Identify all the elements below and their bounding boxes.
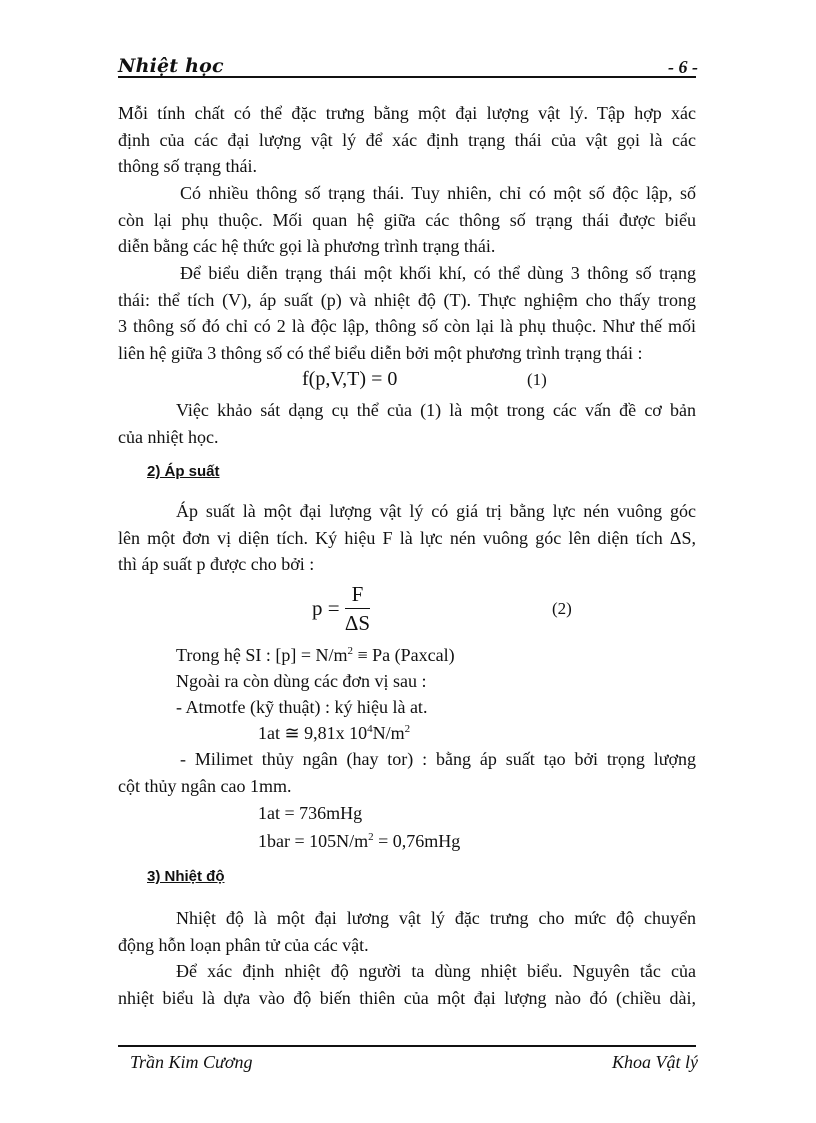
text-line: thái: thể tích (V), áp suất (p) và nhiệt độ (T). Thực nghiệm cho thấy trong bbox=[118, 289, 696, 310]
intro-paragraph-4 bbox=[118, 397, 696, 450]
intro-paragraph-2 bbox=[118, 180, 696, 260]
equation-2-lhs: p = bbox=[312, 596, 340, 620]
equation-2-number: (2) bbox=[552, 599, 572, 618]
fraction-numerator: F bbox=[345, 580, 370, 609]
intro-paragraph-3 bbox=[118, 260, 696, 366]
temperature-paragraph-2 bbox=[118, 958, 696, 1011]
text-line: 3 thông số đó chỉ có 2 là độc lập, thông số còn lại là phụ thuộc. Như thế mối bbox=[118, 316, 696, 336]
equation-1: f(p,V,T) = 0 bbox=[302, 368, 398, 390]
text-line: lên một đơn vị diện tích. Ký hiệu F là lực nén vuông góc lên diện tích ΔS, bbox=[118, 527, 696, 548]
text-line: liên hệ giữa 3 thông số có thể biểu diễn bởi một phương trình trạng thái : bbox=[118, 342, 643, 363]
si-unit-text: Trong hệ SI : [p] = N/m bbox=[176, 645, 348, 665]
bar-eq-exponent: 2 bbox=[368, 831, 374, 843]
atm-eq-unit: N/m bbox=[372, 723, 405, 743]
section-heading-temperature: 3) Nhiệt độ bbox=[147, 868, 225, 885]
section-heading-pressure: 2) Áp suất bbox=[147, 463, 220, 480]
si-unit-line bbox=[176, 642, 455, 668]
equation-bar bbox=[258, 828, 460, 854]
text-line: Mỗi tính chất có thể đặc trưng bằng một đại lượng vật lý. Tập hợp xác bbox=[118, 103, 696, 123]
text-line: diễn bằng các hệ thức gọi là phương trình trạng thái. bbox=[118, 236, 496, 256]
header-rule bbox=[118, 76, 696, 78]
text-line: - Milimet thủy ngân (hay tor) : bằng áp suất tạo bởi trọng lượng bbox=[180, 749, 696, 769]
atmotfe-line: - Atmotfe (kỹ thuật) : ký hiệu là at. bbox=[176, 697, 428, 717]
text-line: Việc khảo sát dạng cụ thể của (1) là một trong các vấn đề cơ bản bbox=[176, 400, 696, 420]
text-line: còn lại phụ thuộc. Mối quan hệ giữa các thông số trạng thái được biểu bbox=[118, 209, 696, 230]
text-line: thì áp suất p được cho bởi : bbox=[118, 554, 315, 574]
text-line: Nhiệt độ là một đại lương vật lý đặc trưng cho mức độ chuyển bbox=[176, 908, 696, 928]
footer-author: Trần Kim Cương bbox=[130, 1052, 253, 1072]
text-line: Có nhiều thông số trạng thái. Tuy nhiên, chỉ có một số độc lập, số bbox=[180, 183, 696, 203]
fraction-denominator: ΔS bbox=[344, 611, 371, 635]
other-units-line: Ngoài ra còn dùng các đơn vị sau : bbox=[176, 671, 427, 691]
pressure-paragraph bbox=[118, 498, 696, 578]
header-title: Nhiệt học bbox=[118, 55, 224, 77]
equation-1-number: (1) bbox=[527, 370, 547, 389]
millimeter-mercury-paragraph bbox=[118, 746, 696, 799]
text-line: của nhiệt học. bbox=[118, 426, 219, 447]
bar-eq-text: 1bar = 105N/m bbox=[258, 831, 369, 851]
atm-eq-exponent: 4 bbox=[367, 723, 373, 735]
atm-eq-text: 1at ≅ 9,81x 10 bbox=[258, 723, 368, 743]
page-number: - 6 - bbox=[668, 57, 698, 77]
atmotfe-equation bbox=[258, 720, 410, 746]
text-line: Để xác định nhiệt độ người ta dùng nhiệt biểu. Nguyên tắc của bbox=[176, 961, 696, 981]
footer-department: Khoa Vật lý bbox=[612, 1052, 698, 1072]
atm-eq-exponent-2: 2 bbox=[404, 723, 411, 735]
text-line: cột thủy ngân cao 1mm. bbox=[118, 775, 292, 796]
text-line: Áp suất là một đại lượng vật lý có giá trị bằng lực nén vuông góc bbox=[176, 501, 696, 521]
text-line: Để biểu diễn trạng thái một khối khí, có thể dùng 3 thông số trạng bbox=[180, 263, 696, 283]
text-line: định của các đại lượng vật lý để xác định trạng thái của vật gọi là các bbox=[118, 129, 696, 150]
equation-2 bbox=[312, 580, 370, 637]
si-unit-equivalence: ≡ Pa (Paxcal) bbox=[353, 645, 455, 665]
intro-paragraph-1 bbox=[118, 100, 696, 180]
equation-2-fraction bbox=[345, 580, 370, 637]
equation-at-mhg: 1at = 736mHg bbox=[258, 803, 363, 823]
si-unit-exponent: 2 bbox=[347, 645, 353, 657]
text-line: nhiệt biểu là dựa vào độ biến thiên của một đại lượng nào đó (chiều dài, bbox=[118, 987, 696, 1008]
footer-rule bbox=[118, 1045, 696, 1047]
bar-eq-result: = 0,76mHg bbox=[373, 831, 461, 851]
temperature-paragraph-1 bbox=[118, 905, 696, 958]
text-line: động hỗn loạn phân tử của các vật. bbox=[118, 934, 369, 955]
text-line: thông số trạng thái. bbox=[118, 156, 257, 176]
